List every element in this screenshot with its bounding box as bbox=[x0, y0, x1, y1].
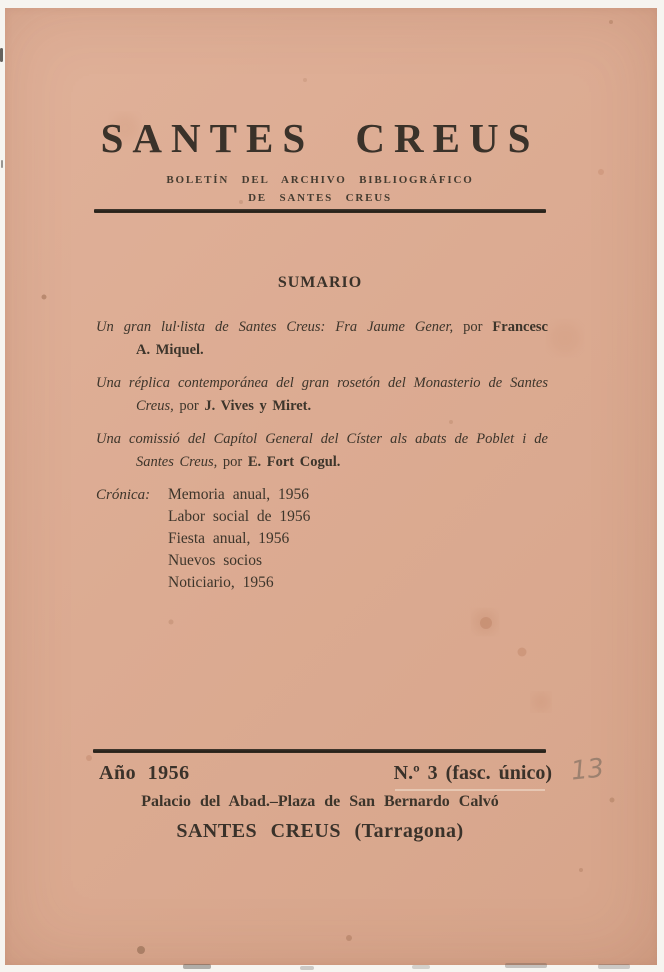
cronica-block bbox=[96, 484, 548, 594]
text-segment: por bbox=[453, 319, 493, 335]
sumario-item bbox=[96, 316, 548, 362]
top-rule bbox=[94, 209, 546, 213]
sumario-line bbox=[96, 451, 548, 474]
text-segment: J. Vives y Miret. bbox=[204, 398, 312, 414]
cronica-entry: Noticiario, 1956 bbox=[168, 574, 274, 591]
scan-smudge bbox=[183, 964, 211, 969]
scan-edge-mark bbox=[0, 48, 3, 62]
sumario-heading: SUMARIO bbox=[277, 274, 363, 291]
sumario-line bbox=[96, 316, 548, 339]
cronica-label: Crónica: bbox=[96, 487, 151, 503]
text-segment: Un gran lul·lista de Santes Creus: Fra Jaume Gener, bbox=[96, 319, 454, 335]
cronica-entries bbox=[168, 484, 310, 594]
masthead-title: SANTES CREUS bbox=[100, 115, 540, 161]
text-segment: por bbox=[173, 398, 205, 414]
masthead-subtitle-line2: DE SANTES CREUS bbox=[248, 192, 392, 204]
sumario-item bbox=[96, 372, 548, 418]
address-line2: SANTES CREUS (Tarragona) bbox=[176, 820, 464, 842]
address-line1: Palacio del Abad.–Plaza de San Bernardo Calvó bbox=[141, 793, 499, 810]
sumario-line bbox=[96, 372, 548, 395]
sumario-line bbox=[96, 428, 548, 451]
text-segment: Una réplica contemporánea del gran rosetón del Monasterio de Santes bbox=[96, 375, 548, 391]
scan-artifact-line bbox=[395, 789, 545, 791]
scan-smudge bbox=[598, 964, 630, 969]
text-segment: A. Miquel. bbox=[136, 342, 204, 358]
cronica-entry: Labor social de 1956 bbox=[168, 508, 311, 525]
cronica-entry: Memoria anual, 1956 bbox=[168, 486, 310, 503]
cronica-entry: Fiesta anual, 1956 bbox=[168, 530, 290, 547]
text-segment: Creus, bbox=[136, 398, 174, 414]
cronica-entry: Nuevos socios bbox=[168, 552, 262, 569]
text-segment: E. Fort Cogul. bbox=[247, 454, 341, 470]
text-segment: Una comissió del Capítol General del Císter als abats de Poblet i de bbox=[96, 431, 548, 447]
imprint-row bbox=[99, 762, 552, 785]
year-label: Año 1956 bbox=[99, 762, 190, 784]
pencil-note: 13 bbox=[569, 753, 606, 787]
issue-label: N.º 3 (fasc. único) bbox=[393, 762, 552, 784]
scan-smudge bbox=[412, 965, 430, 969]
scan-edge-mark bbox=[1, 160, 3, 168]
text-segment: por bbox=[217, 454, 248, 470]
bottom-rule bbox=[93, 749, 546, 753]
sumario-line bbox=[96, 339, 548, 362]
text-segment: Francesc bbox=[492, 319, 548, 335]
masthead-subtitle-line1: BOLETÍN DEL ARCHIVO BIBLIOGRÁFICO bbox=[166, 174, 474, 186]
scan-smudge bbox=[300, 966, 314, 970]
sumario-items bbox=[96, 316, 548, 594]
sumario-line bbox=[96, 395, 548, 418]
sumario-item bbox=[96, 428, 548, 474]
scan-smudge bbox=[505, 963, 547, 968]
text-segment: Santes Creus, bbox=[136, 454, 218, 470]
